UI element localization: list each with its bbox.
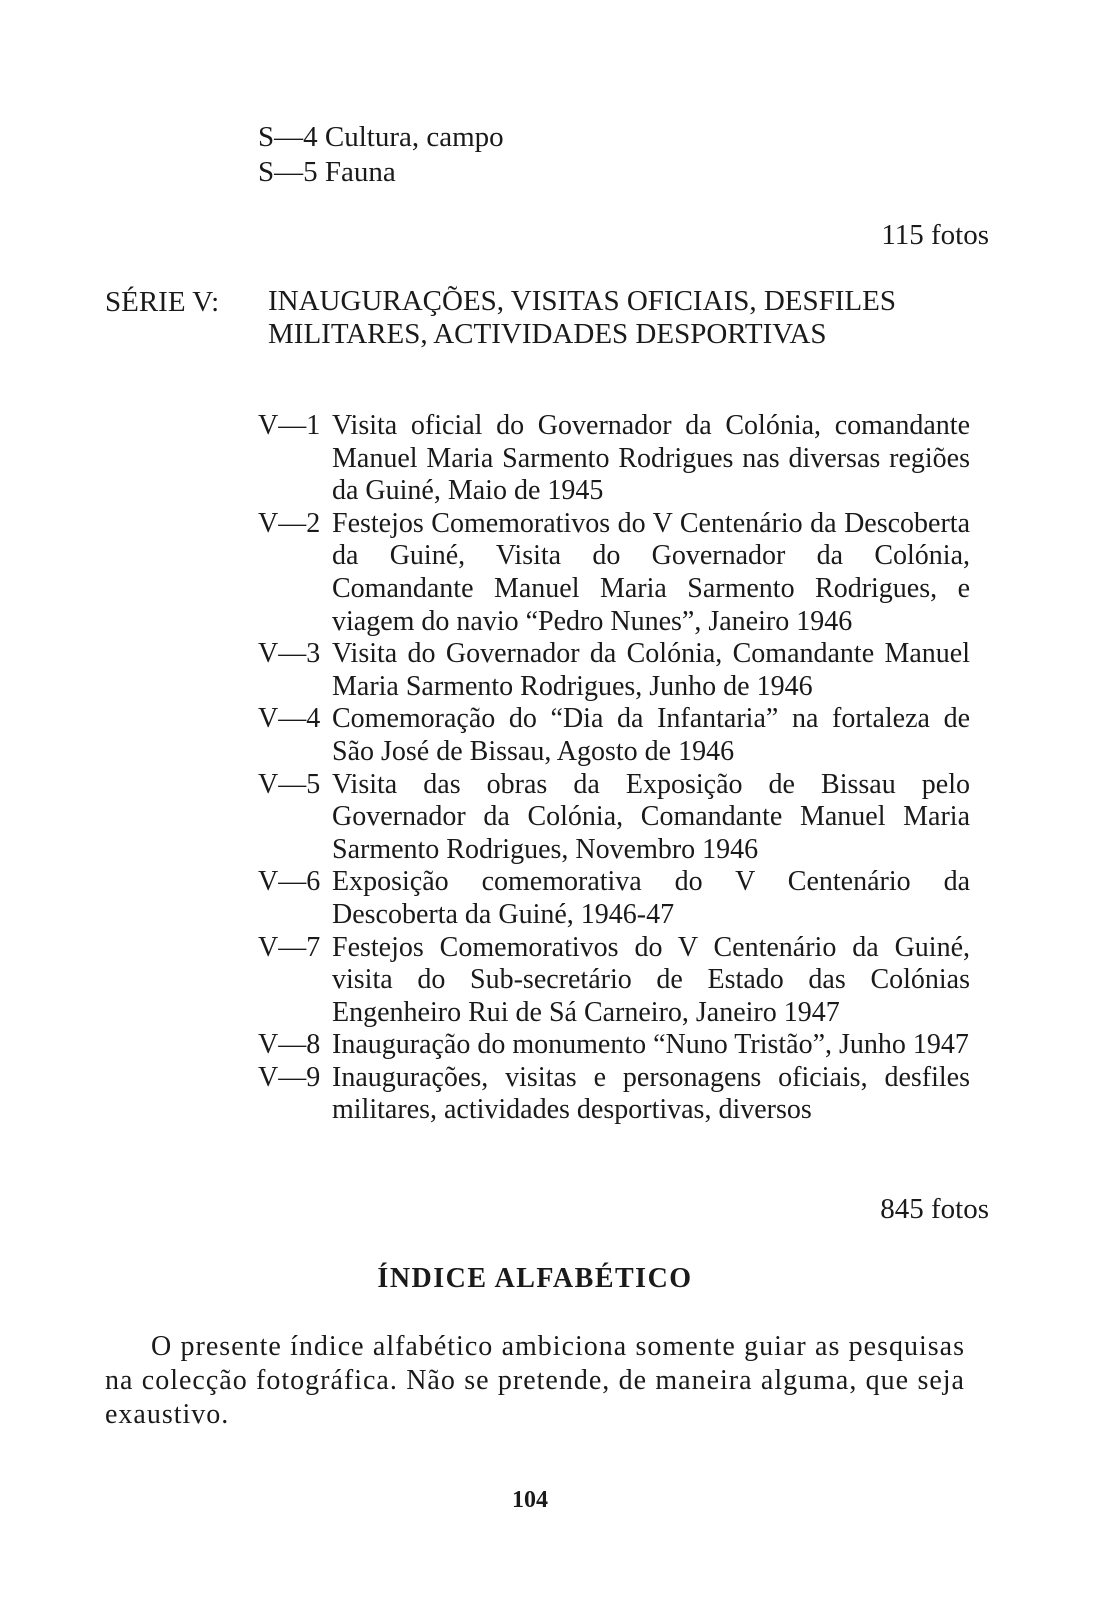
series-entry [258, 410, 970, 508]
series-title: INAUGURAÇÕES, VISITAS OFICIAIS, DESFILES MILITARES, ACTIVIDADES DESPORTIVAS [268, 285, 896, 350]
page-number: 104 [512, 1487, 548, 1513]
list-item-label: Cultura, campo [324, 121, 504, 153]
entry-code: V—9 [258, 1061, 321, 1093]
series-entries [258, 410, 970, 1127]
entry-code: V—3 [258, 638, 321, 670]
index-paragraph: O presente índice alfabético ambiciona somente guiar as pesquisas na colecção fotográfica. Não se pretende, de maneira alguma, que seja exaustivo. [105, 1331, 965, 1430]
series-entry [258, 1029, 970, 1062]
entry-text: Visita das obras da Exposição de Bissau pelo Governador da Colónia, Comandante Manuel Maria Sarmento Rodrigues, Novembro 1946 [332, 768, 970, 865]
entry-code: V—7 [258, 931, 321, 963]
entry-code: V—8 [258, 1029, 321, 1061]
entry-text: Festejos Comemorativos do V Centenário da Descoberta da Guiné, Visita do Governador da Colónia, Comandante Manuel Maria Sarmento Rodrigues, e viagem do navio “Pedro Nunes”, Janeiro 1946 [332, 507, 970, 637]
series-label: SÉRIE V: [105, 286, 220, 318]
entry-text: Inaugurações, visitas e personagens oficiais, desfiles militares, actividades desportivas, diversos [332, 1061, 970, 1126]
series-entry [258, 508, 970, 638]
list-item-code: S—4 [258, 121, 318, 153]
series-entry [258, 769, 970, 867]
series-entry [258, 932, 970, 1030]
entry-code: V—6 [258, 866, 321, 898]
entry-code: V—4 [258, 703, 321, 735]
series-entry [258, 1062, 970, 1127]
list-item-s4 [258, 120, 504, 154]
entry-text: Exposição comemorativa do V Centenário da Descoberta da Guiné, 1946-47 [332, 866, 970, 930]
entry-text: Inauguração do monumento “Nuno Tristão”, Junho 1947 [332, 1029, 969, 1061]
series-v-photo-count: 845 fotos [880, 1193, 989, 1225]
series-entry [258, 866, 970, 931]
list-item-s5 [258, 155, 396, 189]
entry-text: Comemoração do “Dia da Infantaria” na fortaleza de São José de Bissau, Agosto de 1946 [332, 703, 970, 767]
entry-text: Visita do Governador da Colónia, Comandante Manuel Maria Sarmento Rodrigues, Junho de 1946 [332, 638, 970, 702]
entry-code: V—1 [258, 410, 321, 441]
index-heading: ÍNDICE ALFABÉTICO [377, 1263, 693, 1294]
series-entry [258, 638, 970, 703]
entry-code: V—5 [258, 768, 321, 800]
entry-text: Festejos Comemorativos do V Centenário da Guiné, visita do Sub-secretário de Estado das Colónias Engenheiro Rui de Sá Carneiro, Janeiro 1947 [332, 931, 970, 1028]
series-entry [258, 703, 970, 768]
entry-text: Visita oficial do Governador da Colónia, comandante Manuel Maria Sarmento Rodrigues nas diversas regiões da Guiné, Maio de 1945 [332, 410, 970, 507]
list-item-label: Fauna [324, 156, 396, 188]
entry-code: V—2 [258, 507, 321, 539]
list-item-code: S—5 [258, 156, 318, 188]
series-s-photo-count: 115 fotos [881, 219, 989, 251]
